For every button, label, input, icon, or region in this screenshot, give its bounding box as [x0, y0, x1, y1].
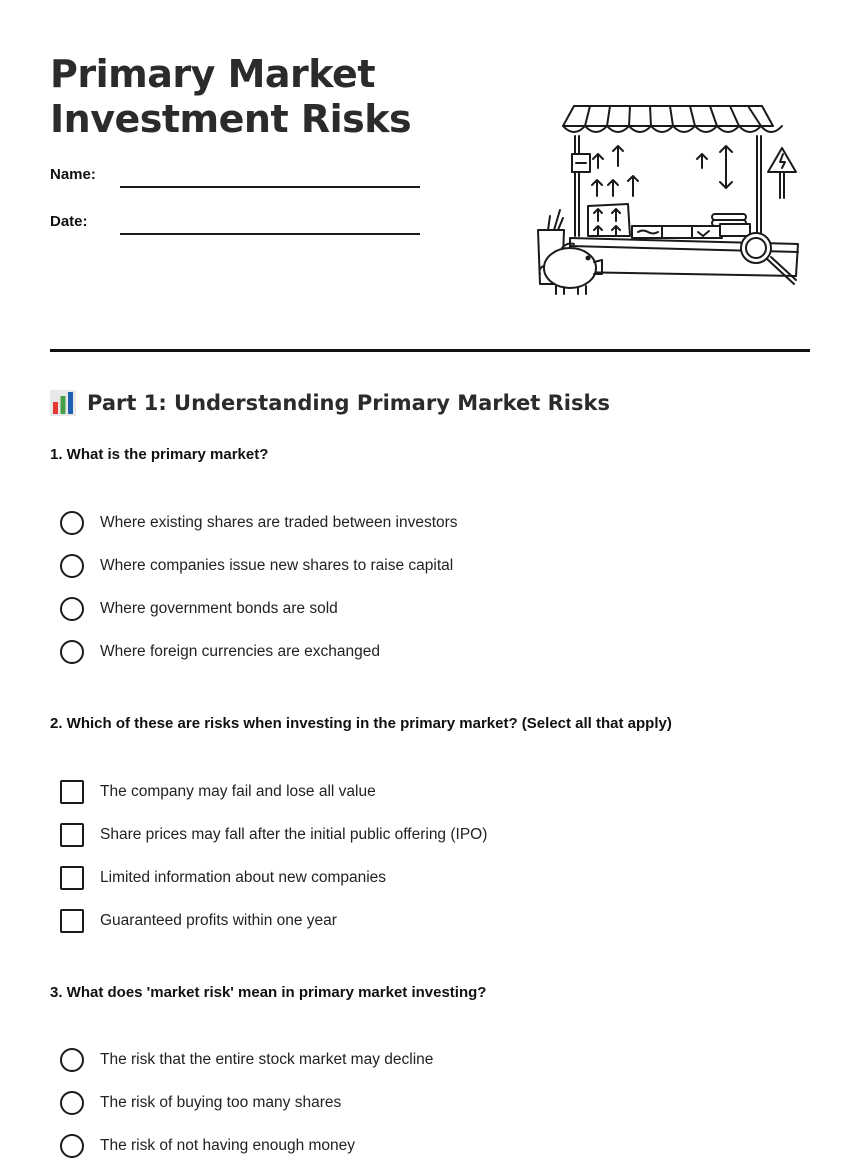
- radio-button[interactable]: [60, 554, 84, 578]
- radio-button[interactable]: [60, 640, 84, 664]
- question-3-option-2[interactable]: [60, 1091, 341, 1115]
- checkbox[interactable]: [60, 780, 84, 804]
- question-1-option-2[interactable]: [60, 554, 453, 578]
- question-1-option-1[interactable]: [60, 511, 458, 535]
- question-2-option-2[interactable]: [60, 823, 487, 847]
- option-label: The risk that the entire stock market may decline: [100, 1051, 434, 1068]
- radio-button[interactable]: [60, 1048, 84, 1072]
- radio-button[interactable]: [60, 511, 84, 535]
- question-2-option-1[interactable]: [60, 780, 376, 804]
- option-label: Where existing shares are traded between investors: [100, 514, 458, 531]
- name-field[interactable]: [120, 186, 420, 188]
- option-label: The company may fail and lose all value: [100, 783, 376, 800]
- name-label: Name:: [50, 166, 96, 183]
- option-label: Where government bonds are sold: [100, 600, 338, 617]
- bar-chart-icon: [50, 390, 76, 416]
- checkbox[interactable]: [60, 823, 84, 847]
- radio-button[interactable]: [60, 597, 84, 621]
- question-3-option-3[interactable]: [60, 1134, 355, 1158]
- option-label: The risk of buying too many shares: [100, 1094, 342, 1111]
- option-label: Limited information about new companies: [100, 869, 387, 886]
- radio-button[interactable]: [60, 1134, 84, 1158]
- question-2: 2. Which of these are risks when investing in the primary market? (Select all that apply): [50, 715, 672, 732]
- question-1: 1. What is the primary market?: [50, 446, 269, 463]
- checkbox[interactable]: [60, 909, 84, 933]
- market-stall-illustration: [530, 96, 805, 301]
- radio-button[interactable]: [60, 1091, 84, 1115]
- checkbox[interactable]: [60, 866, 84, 890]
- option-label: Share prices may fall after the initial public offering (IPO): [100, 826, 488, 843]
- part1-title-text: Part 1: Understanding Primary Market Risks: [87, 391, 610, 415]
- date-label: Date:: [50, 213, 88, 230]
- title-line-2: Investment Risks: [50, 97, 412, 141]
- question-2-option-4[interactable]: [60, 909, 337, 933]
- part1-title: [50, 390, 610, 416]
- date-field[interactable]: [120, 233, 420, 235]
- question-3: 3. What does 'market risk' mean in primary market investing?: [50, 984, 487, 1001]
- option-label: The risk of not having enough money: [100, 1137, 356, 1154]
- question-1-option-4[interactable]: [60, 640, 380, 664]
- option-label: Guaranteed profits within one year: [100, 912, 337, 929]
- question-2-option-3[interactable]: [60, 866, 386, 890]
- title-line-1: Primary Market: [50, 52, 375, 96]
- worksheet-title: [50, 52, 411, 142]
- section-divider: [50, 349, 810, 352]
- question-1-option-3[interactable]: [60, 597, 338, 621]
- option-label: Where companies issue new shares to raise capital: [100, 557, 454, 574]
- question-3-option-1[interactable]: [60, 1048, 433, 1072]
- option-label: Where foreign currencies are exchanged: [100, 643, 381, 660]
